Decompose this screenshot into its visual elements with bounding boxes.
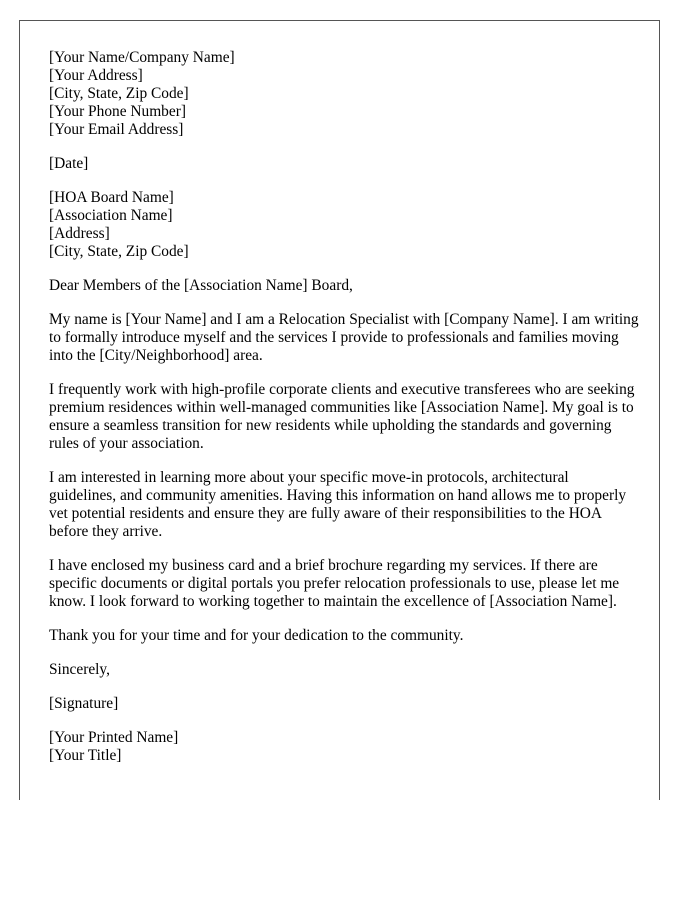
closing: Sincerely, xyxy=(49,661,110,678)
printed-name: [Your Printed Name] xyxy=(49,729,179,746)
body-paragraph-4: I have enclosed my business card and a brief brochure regarding my services. If there are specific documents or digital portals you prefer relocation professionals to use, please let me know. I look forward to working together to maintain the excellence of [Association Name]. xyxy=(49,557,620,610)
sender-address: [Your Address] xyxy=(49,67,143,84)
signoff-block xyxy=(49,729,639,765)
recipient-board-name: [HOA Board Name] xyxy=(49,189,174,206)
signer-title: [Your Title] xyxy=(49,747,122,764)
date-block xyxy=(49,155,639,173)
salutation: Dear Members of the [Association Name] Board, xyxy=(49,277,353,294)
sender-city-state-zip: [City, State, Zip Code] xyxy=(49,85,189,102)
body-paragraph-1: My name is [Your Name] and I am a Relocation Specialist with [Company Name]. I am writing to formally introduce myself and the services I provide to professionals and families moving into the [City/Neighborhood] area. xyxy=(49,311,639,364)
recipient-association-name: [Association Name] xyxy=(49,207,173,224)
letter-body xyxy=(49,49,639,781)
letter-page xyxy=(19,20,660,800)
sender-email: [Your Email Address] xyxy=(49,121,184,138)
letter-date: [Date] xyxy=(49,155,89,172)
recipient-address: [Address] xyxy=(49,225,110,242)
recipient-city-state-zip: [City, State, Zip Code] xyxy=(49,243,189,260)
body-paragraph-2: I frequently work with high-profile corporate clients and executive transferees who are seeking premium residences within well-managed communities like [Association Name]. My goal is to ensure a seamless transition for new residents while upholding the standards and governing rules of your association. xyxy=(49,381,635,452)
sender-block xyxy=(49,49,639,139)
sender-name: [Your Name/Company Name] xyxy=(49,49,235,66)
recipient-block xyxy=(49,189,639,261)
sender-phone: [Your Phone Number] xyxy=(49,103,186,120)
body-paragraph-5: Thank you for your time and for your dedication to the community. xyxy=(49,627,464,644)
body-paragraph-3: I am interested in learning more about your specific move-in protocols, architectural guidelines, and community amenities. Having this information on hand allows me to properly vet potential residents and ensure they are fully aware of their responsibilities to the HOA before they arrive. xyxy=(49,469,627,540)
signature-placeholder: [Signature] xyxy=(49,695,119,712)
